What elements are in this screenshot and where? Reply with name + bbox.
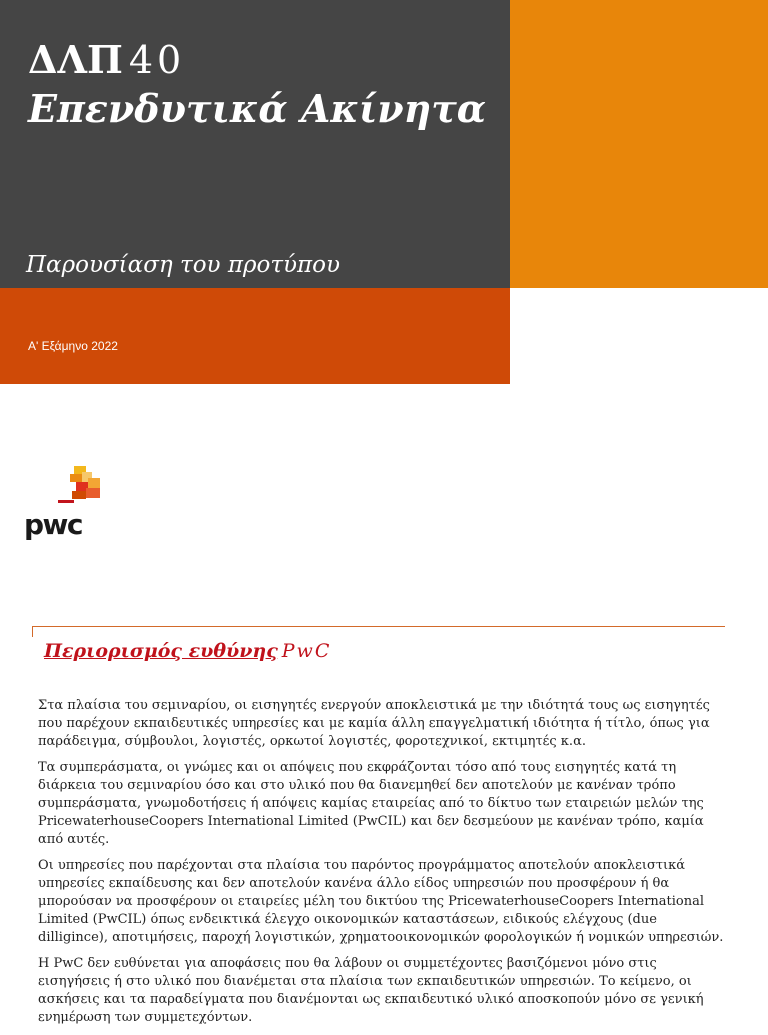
- pwc-logo: [24, 464, 108, 548]
- pwc-logo-mark-icon: [24, 464, 108, 508]
- standard-name: Επενδυτικά Ακίνητα: [28, 86, 487, 131]
- standard-abbreviation: ΔΛΠ: [28, 37, 123, 82]
- pwc-wordmark: pwc: [24, 508, 83, 541]
- disclaimer-paragraph: Στα πλαίσια του σεμιναρίου, οι εισηγητές ενεργούν αποκλειστικά με την ιδιότητά τους ως εισηγητές που παρέχουν εκπαιδευτικές υπηρεσίες και με καμία άλλη επαγγελματική ιδιότητα ή τίτλο, όπως για παράδειγμα, σύμβουλοι, λογιστές, ορκωτοί λογιστές, φοροτεχνικοί, εκτιμητές κ.α.: [38, 698, 710, 749]
- standard-title: [28, 38, 185, 82]
- date-band: [0, 288, 510, 384]
- disclaimer-body: [38, 697, 726, 1035]
- disclaimer-paragraph: Τα συμπεράσματα, οι γνώμες και οι απόψεις που εκφράζονται τόσο από τους εισηγητές κατά τη διάρκεια του σεμιναρίου όσο και στο υλικό που θα διανεμηθεί δεν αποτελούν με κανέναν τρόπο συμπεράσματα, γνωμοδοτήσεις ή απόψεις καμίας εταιρείας από το δίκτυο των εταιρειών μελών της PricewaterhouseCoopers International Limited (PwCIL) και δεν δεσμεύουν με κανέναν τρόπο, καμία από αυτές.: [38, 760, 704, 847]
- disclaimer-heading-brand: PwC: [281, 640, 332, 662]
- disclaimer-frame: [32, 626, 725, 637]
- presentation-subtitle: Παρουσίαση του προτύπου: [26, 252, 340, 278]
- semester-label: Α' Εξάμηνο 2022: [28, 339, 118, 353]
- disclaimer-paragraph: Οι υπηρεσίες που παρέχονται στα πλαίσια του παρόντος προγράμματος αποτελούν αποκλειστικά υπηρεσίες εκπαίδευσης και δεν αποτελούν κανένα άλλο είδος υπηρεσιών που προσφέρουν ή θα μπορούσαν να προσφέρουν οι εταιρείες μέλη του δικτύου της PricewaterhouseCoopers International Limited (PwCIL) όπως ενδεικτικά έλεγχο οικονομικών καταστάσεων, ειδικούς ελέγχους (due dilligince), αποτιμήσεις, παροχή λογιστικών, χρηματοοικονομικών φορολογικών ή νομικών υπηρεσιών.: [38, 858, 724, 945]
- accent-panel: [510, 0, 768, 288]
- disclaimer-paragraph: Η PwC δεν ευθύνεται για αποφάσεις που θα λάβουν οι συμμετέχοντες βασιζόμενοι μόνο στις εισηγήσεις ή στο υλικό που διανέμεται στα πλαίσια των εκπαιδευτικών υπηρεσιών. Το κείμενο, οι ασκήσεις και τα παραδείγματα που διανέμονται ως εκπαιδευτικό υλικό αποσκοπούν μόνο σε γενική ενημέρωση των συμμετεχόντων.: [38, 956, 704, 1025]
- standard-number: 40: [128, 38, 186, 82]
- disclaimer-heading-text: Περιορισμός ευθύνης: [44, 640, 278, 662]
- disclaimer-heading: [44, 638, 331, 664]
